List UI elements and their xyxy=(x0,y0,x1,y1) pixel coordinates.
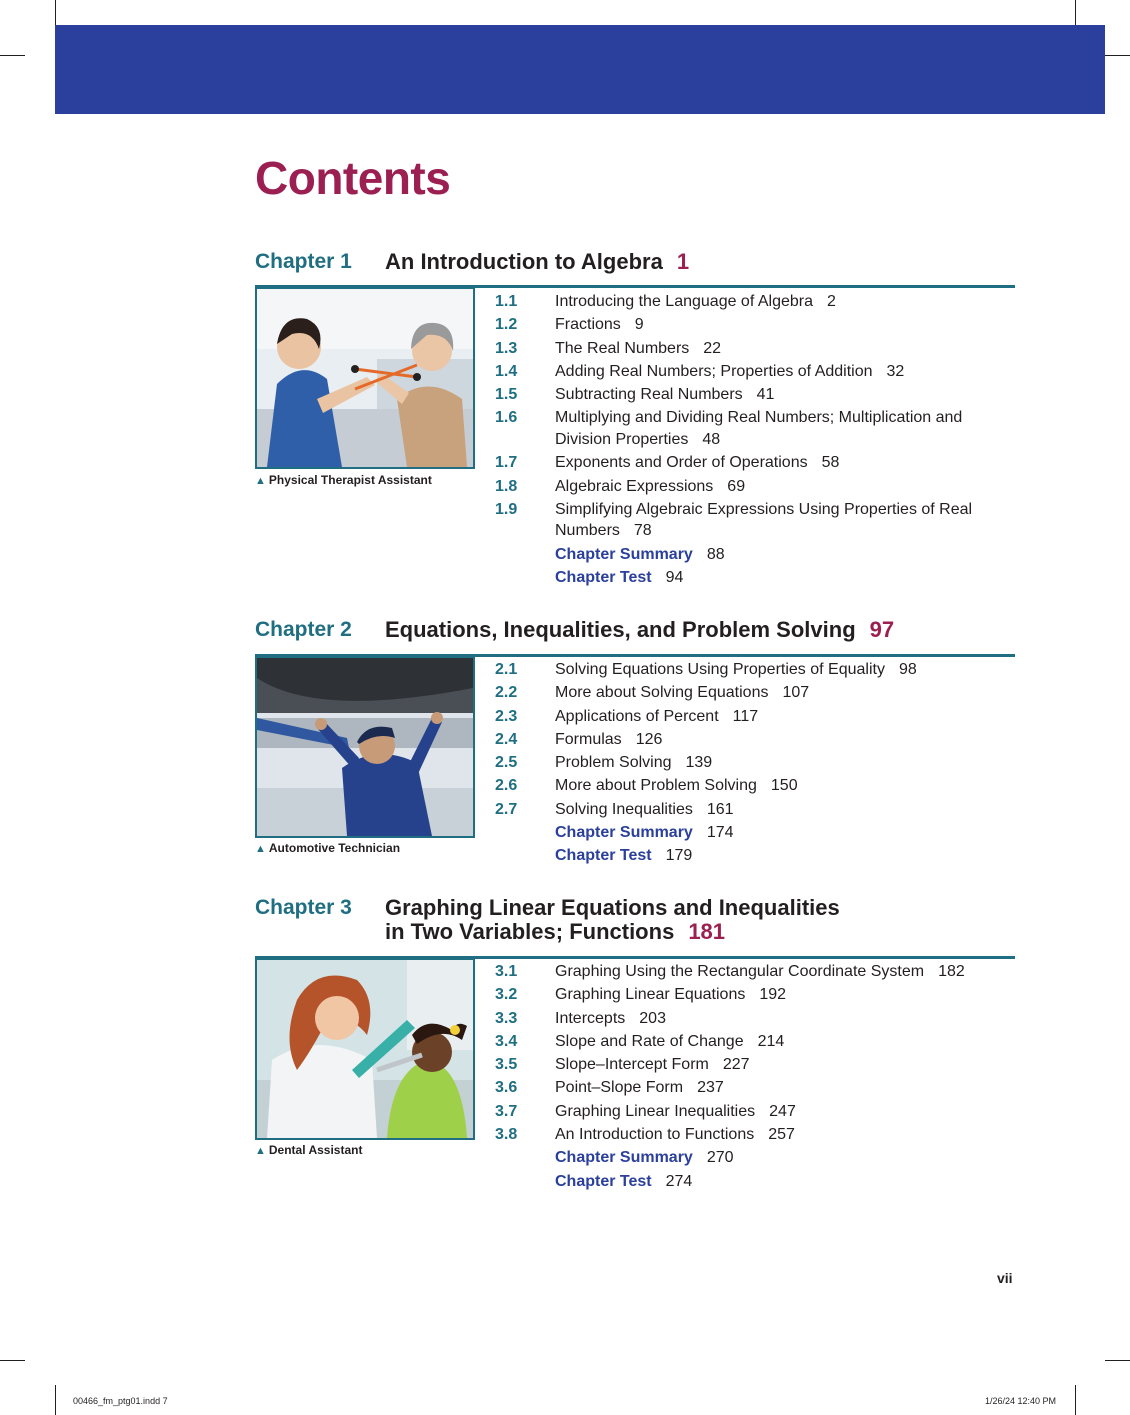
section-title xyxy=(555,984,1015,1006)
chapter-heading xyxy=(255,250,1015,274)
section-page: 94 xyxy=(665,568,684,586)
chapter-page: 1 xyxy=(676,249,690,274)
section-number: 1.8 xyxy=(495,477,518,495)
section-page: 139 xyxy=(685,754,713,772)
chapter-title xyxy=(385,250,689,274)
section-title xyxy=(555,706,1015,728)
section-number: 1.6 xyxy=(495,409,518,427)
section-page: 237 xyxy=(697,1079,724,1097)
slug-timestamp: 1/26/24 12:40 PM xyxy=(985,1396,1057,1406)
section-title-text: Graphing Using the Rectangular Coordinate System xyxy=(555,963,925,980)
crop-mark xyxy=(0,55,25,56)
chapter-heading xyxy=(255,896,1015,944)
section-page: 69 xyxy=(727,477,746,495)
section-special-title: Chapter Summary xyxy=(555,545,693,563)
toc-entry xyxy=(495,1171,1015,1193)
section-title-text: Subtracting Real Numbers xyxy=(555,386,743,404)
toc-entry xyxy=(495,384,1015,406)
section-title-text: An Introduction to Functions xyxy=(555,1126,755,1144)
section-page: 2 xyxy=(826,293,836,310)
toc-entry xyxy=(495,1124,1015,1146)
section-title-text: Algebraic Expressions xyxy=(555,477,714,495)
caption-text: Automotive Technician xyxy=(268,841,401,855)
toc-entry xyxy=(495,729,1015,751)
section-title-text: Solving Inequalities xyxy=(555,800,693,818)
section-number: 2.1 xyxy=(495,661,518,678)
photo-caption xyxy=(255,841,400,856)
section-page: 107 xyxy=(782,684,810,702)
section-page: 214 xyxy=(757,1032,785,1050)
section-number: 1.4 xyxy=(495,362,518,380)
chapter-page: 181 xyxy=(688,919,726,944)
section-title xyxy=(555,407,1015,450)
section-number: 2.2 xyxy=(495,684,518,702)
section-page: 88 xyxy=(706,545,725,563)
slug-filename: 00466_fm_ptg01.indd 7 xyxy=(73,1396,168,1406)
chapter-title-text: Equations, Inequalities, and Problem Solving xyxy=(385,617,856,642)
toc-entry xyxy=(495,476,1015,498)
section-title-text: Solving Equations Using Properties of Equality xyxy=(555,661,885,678)
toc-entry xyxy=(495,499,1015,542)
toc-entry xyxy=(495,706,1015,728)
section-title xyxy=(555,1171,1015,1193)
crop-mark xyxy=(1075,1385,1076,1415)
section-special-title: Chapter Summary xyxy=(555,1149,693,1167)
section-number: 1.2 xyxy=(495,316,518,334)
section-title-text: Graphing Linear Equations xyxy=(555,986,746,1004)
chapter-entries xyxy=(495,961,1015,1194)
toc-entry xyxy=(495,799,1015,821)
toc-entry xyxy=(495,961,1015,983)
section-title-text: Applications of Percent xyxy=(555,707,719,725)
section-title-text: More about Solving Equations xyxy=(555,684,769,702)
section-page: 174 xyxy=(706,824,734,842)
section-title xyxy=(555,1031,1015,1053)
chapter-photo xyxy=(255,287,475,469)
section-title xyxy=(555,1101,1015,1123)
chapter-label: Chapter 1 xyxy=(255,250,352,273)
section-number: 3.5 xyxy=(495,1056,518,1074)
toc-entry xyxy=(495,682,1015,704)
caption-text: Dental Assistant xyxy=(268,1143,363,1157)
page-title: Contents xyxy=(255,152,451,204)
section-page: 9 xyxy=(634,316,644,334)
section-number: 1.1 xyxy=(495,293,518,310)
section-number: 1.5 xyxy=(495,386,518,404)
section-title xyxy=(555,961,1015,983)
section-number: 3.1 xyxy=(495,963,518,980)
crop-mark xyxy=(1105,1360,1130,1361)
section-title-text: Fractions xyxy=(555,316,621,334)
triangle-icon: ▲ xyxy=(255,843,266,855)
toc-entry xyxy=(495,984,1015,1006)
crop-mark xyxy=(55,0,56,25)
section-title-text: Slope and Rate of Change xyxy=(555,1032,744,1050)
section-title-text: Point–Slope Form xyxy=(555,1079,684,1097)
chapter-photo xyxy=(255,958,475,1140)
section-number: 1.9 xyxy=(495,500,518,518)
toc-entry xyxy=(495,775,1015,797)
section-title xyxy=(555,291,1015,313)
section-page: 78 xyxy=(633,522,652,540)
section-number: 3.4 xyxy=(495,1032,518,1050)
section-number: 2.5 xyxy=(495,754,518,772)
section-number: 1.3 xyxy=(495,339,518,357)
photo-caption xyxy=(255,473,432,488)
section-number: 3.2 xyxy=(495,986,518,1004)
toc-entry xyxy=(495,1077,1015,1099)
section-title-text: Introducing the Language of Algebra xyxy=(555,293,813,310)
section-title-text: More about Problem Solving xyxy=(555,777,757,795)
section-title-text: Simplifying Algebraic Expressions Using Properties of Real Numbers xyxy=(555,500,973,540)
section-title-text: Intercepts xyxy=(555,1009,626,1027)
toc-entry xyxy=(495,845,1015,867)
section-page: 203 xyxy=(639,1009,666,1027)
toc-entry xyxy=(495,407,1015,450)
chapter-heading xyxy=(255,618,1015,642)
chapter-photo xyxy=(255,656,475,838)
section-title xyxy=(555,822,1015,844)
toc-entry xyxy=(495,361,1015,383)
toc-entry xyxy=(495,1054,1015,1076)
chapter-section xyxy=(255,617,1015,865)
triangle-icon: ▲ xyxy=(255,475,266,487)
toc-entry xyxy=(495,1031,1015,1053)
section-page: 41 xyxy=(756,386,775,404)
section-page: 179 xyxy=(665,847,693,865)
section-page: 247 xyxy=(769,1102,796,1120)
section-page: 274 xyxy=(665,1172,693,1190)
automotive-photo xyxy=(257,658,473,836)
chapter-entries xyxy=(495,659,1015,869)
section-title xyxy=(555,1077,1015,1099)
section-page: 58 xyxy=(821,454,840,472)
section-title xyxy=(555,361,1015,383)
section-title-text: Slope–Intercept Form xyxy=(555,1056,709,1074)
section-page: 270 xyxy=(706,1149,734,1167)
toc-entry xyxy=(495,544,1015,566)
section-number: 1.7 xyxy=(495,454,518,472)
section-page: 126 xyxy=(635,730,663,748)
section-number: 2.3 xyxy=(495,707,518,725)
section-title xyxy=(555,384,1015,406)
section-title xyxy=(555,314,1015,336)
section-page: 182 xyxy=(938,963,965,980)
physical-therapy-photo xyxy=(257,289,473,467)
photo-caption xyxy=(255,1143,362,1158)
section-number: 2.7 xyxy=(495,800,518,818)
chapter-title xyxy=(385,896,840,944)
section-title xyxy=(555,1054,1015,1076)
section-page: 32 xyxy=(886,362,905,380)
section-title xyxy=(555,729,1015,751)
section-title-text: The Real Numbers xyxy=(555,339,690,357)
crop-mark xyxy=(0,1360,25,1361)
toc-entry xyxy=(495,452,1015,474)
section-title-text: Adding Real Numbers; Properties of Addition xyxy=(555,362,873,380)
chapter-title-text-line2: in Two Variables; Functions xyxy=(385,919,675,944)
crop-mark xyxy=(1075,0,1076,25)
toc-entry xyxy=(495,338,1015,360)
section-page: 48 xyxy=(702,430,721,448)
section-title xyxy=(555,1147,1015,1169)
section-special-title: Chapter Test xyxy=(555,1172,652,1190)
section-title xyxy=(555,452,1015,474)
section-page: 192 xyxy=(759,986,787,1004)
section-number: 3.3 xyxy=(495,1009,518,1027)
section-number: 3.8 xyxy=(495,1126,518,1144)
section-page: 227 xyxy=(722,1056,750,1074)
dental-photo xyxy=(257,960,473,1138)
section-title-text: Graphing Linear Inequalities xyxy=(555,1102,756,1120)
chapter-entries xyxy=(495,291,1015,590)
section-title-text: Multiplying and Dividing Real Numbers; Multiplication and Division Properties xyxy=(555,409,963,448)
section-title xyxy=(555,476,1015,498)
section-page: 257 xyxy=(768,1126,795,1144)
section-title xyxy=(555,845,1015,867)
chapter-section xyxy=(255,895,1015,1190)
section-title-text: Exponents and Order of Operations xyxy=(555,454,808,472)
toc-entry xyxy=(495,822,1015,844)
section-page: 22 xyxy=(703,339,722,357)
toc-entry xyxy=(495,1147,1015,1169)
section-title xyxy=(555,499,1015,542)
toc-entry xyxy=(495,659,1015,681)
section-special-title: Chapter Test xyxy=(555,847,652,865)
chapter-title xyxy=(385,618,894,642)
section-title xyxy=(555,544,1015,566)
chapter-label: Chapter 3 xyxy=(255,896,352,919)
header-banner xyxy=(55,25,1105,114)
section-title-text: Formulas xyxy=(555,730,622,748)
section-title xyxy=(555,682,1015,704)
section-number: 2.6 xyxy=(495,777,518,795)
chapter-section xyxy=(255,249,1015,586)
section-title xyxy=(555,338,1015,360)
section-title xyxy=(555,1008,1015,1030)
section-page: 150 xyxy=(770,777,798,795)
section-special-title: Chapter Test xyxy=(555,568,652,586)
crop-mark xyxy=(55,1385,56,1415)
toc-entry xyxy=(495,1101,1015,1123)
section-page: 161 xyxy=(706,800,734,818)
crop-mark xyxy=(1105,55,1130,56)
section-title xyxy=(555,567,1015,589)
section-title xyxy=(555,775,1015,797)
section-number: 3.6 xyxy=(495,1079,518,1097)
section-page: 117 xyxy=(732,707,759,725)
section-title xyxy=(555,659,1015,681)
chapter-label: Chapter 2 xyxy=(255,618,352,641)
section-title xyxy=(555,799,1015,821)
chapter-page: 97 xyxy=(869,617,895,642)
section-number: 2.4 xyxy=(495,730,518,748)
section-special-title: Chapter Summary xyxy=(555,824,693,842)
page-number: vii xyxy=(997,1270,1013,1286)
section-title xyxy=(555,752,1015,774)
chapter-title-text: An Introduction to Algebra xyxy=(385,249,663,274)
section-number: 3.7 xyxy=(495,1102,518,1120)
section-title xyxy=(555,1124,1015,1146)
section-title-text: Problem Solving xyxy=(555,754,672,772)
toc-entry xyxy=(495,752,1015,774)
caption-text: Physical Therapist Assistant xyxy=(268,473,432,487)
chapter-title-text: Graphing Linear Equations and Inequalities xyxy=(385,895,840,920)
toc-entry xyxy=(495,291,1015,313)
toc-entry xyxy=(495,1008,1015,1030)
triangle-icon: ▲ xyxy=(255,1145,266,1157)
toc-entry xyxy=(495,567,1015,589)
toc-entry xyxy=(495,314,1015,336)
section-page: 98 xyxy=(898,661,917,678)
